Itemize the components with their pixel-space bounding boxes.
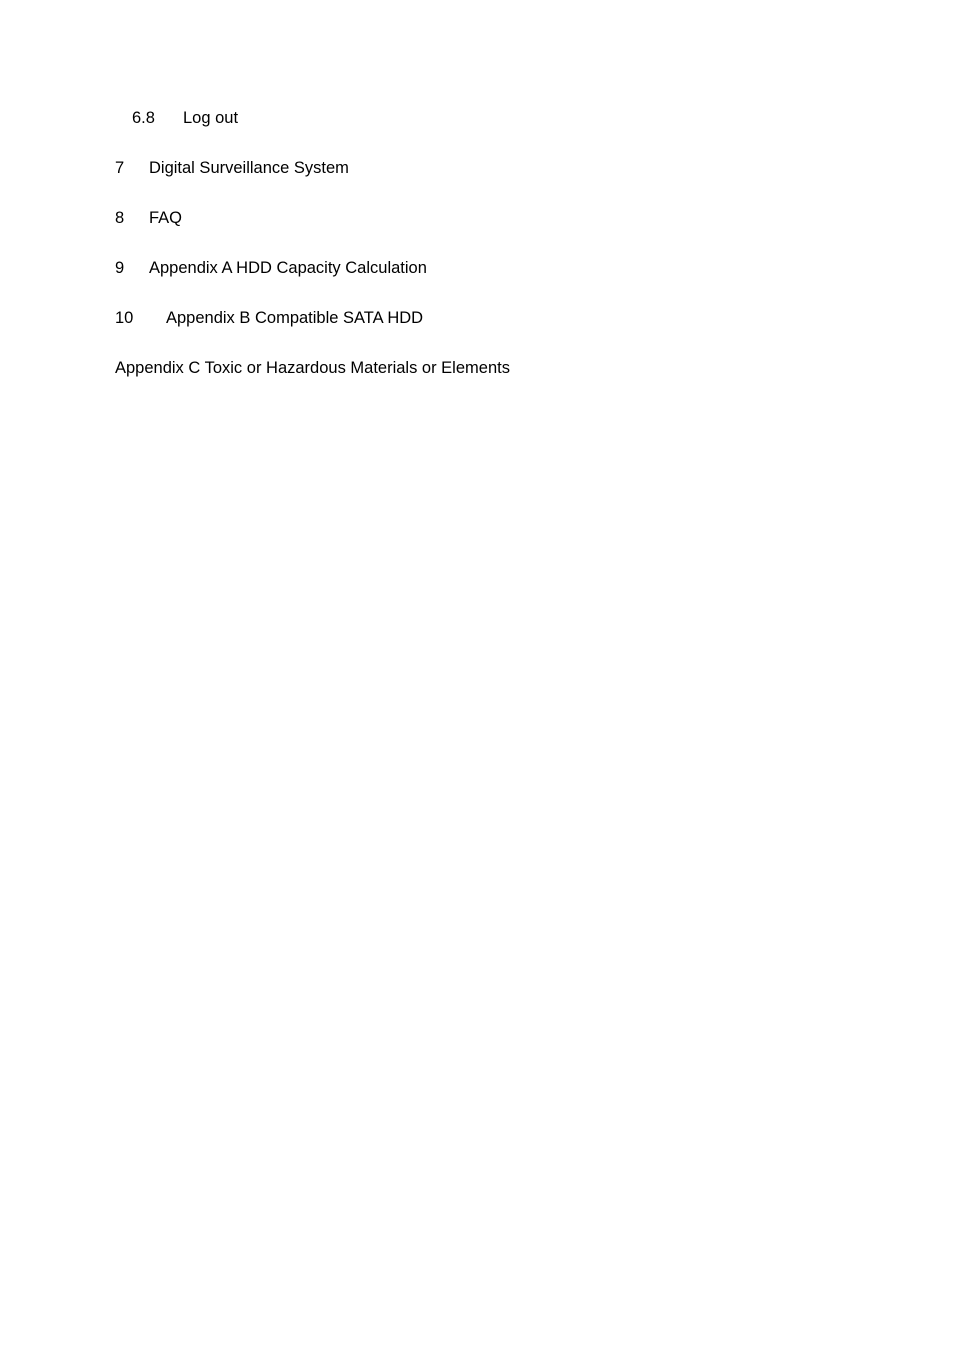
toc-entry-title: Appendix A HDD Capacity Calculation — [149, 259, 427, 277]
toc-entry-number: 10 — [115, 309, 134, 327]
toc-entry-title: Appendix B Compatible SATA HDD — [166, 309, 424, 327]
toc-entry-log-out[interactable] — [132, 108, 238, 128]
toc-entry-appendix-c[interactable] — [115, 358, 510, 378]
toc-entry-number: 9 — [115, 259, 125, 277]
toc-entry-title: Log out — [183, 109, 239, 127]
toc-entry-number: 6.8 — [132, 109, 155, 127]
toc-entry-number: 8 — [115, 209, 125, 227]
toc-entry-title: FAQ — [149, 209, 183, 227]
toc-entry-appendix-b[interactable] — [115, 308, 423, 328]
toc-entry-digital-surveillance-system[interactable] — [115, 158, 349, 178]
toc-entry-faq[interactable] — [115, 208, 182, 228]
toc-entry-appendix-a[interactable] — [115, 258, 427, 278]
toc-entry-title: Appendix C Toxic or Hazardous Materials or Elements — [115, 359, 510, 377]
toc-entry-number: 7 — [115, 159, 125, 177]
toc-entry-title: Digital Surveillance System — [149, 159, 349, 177]
